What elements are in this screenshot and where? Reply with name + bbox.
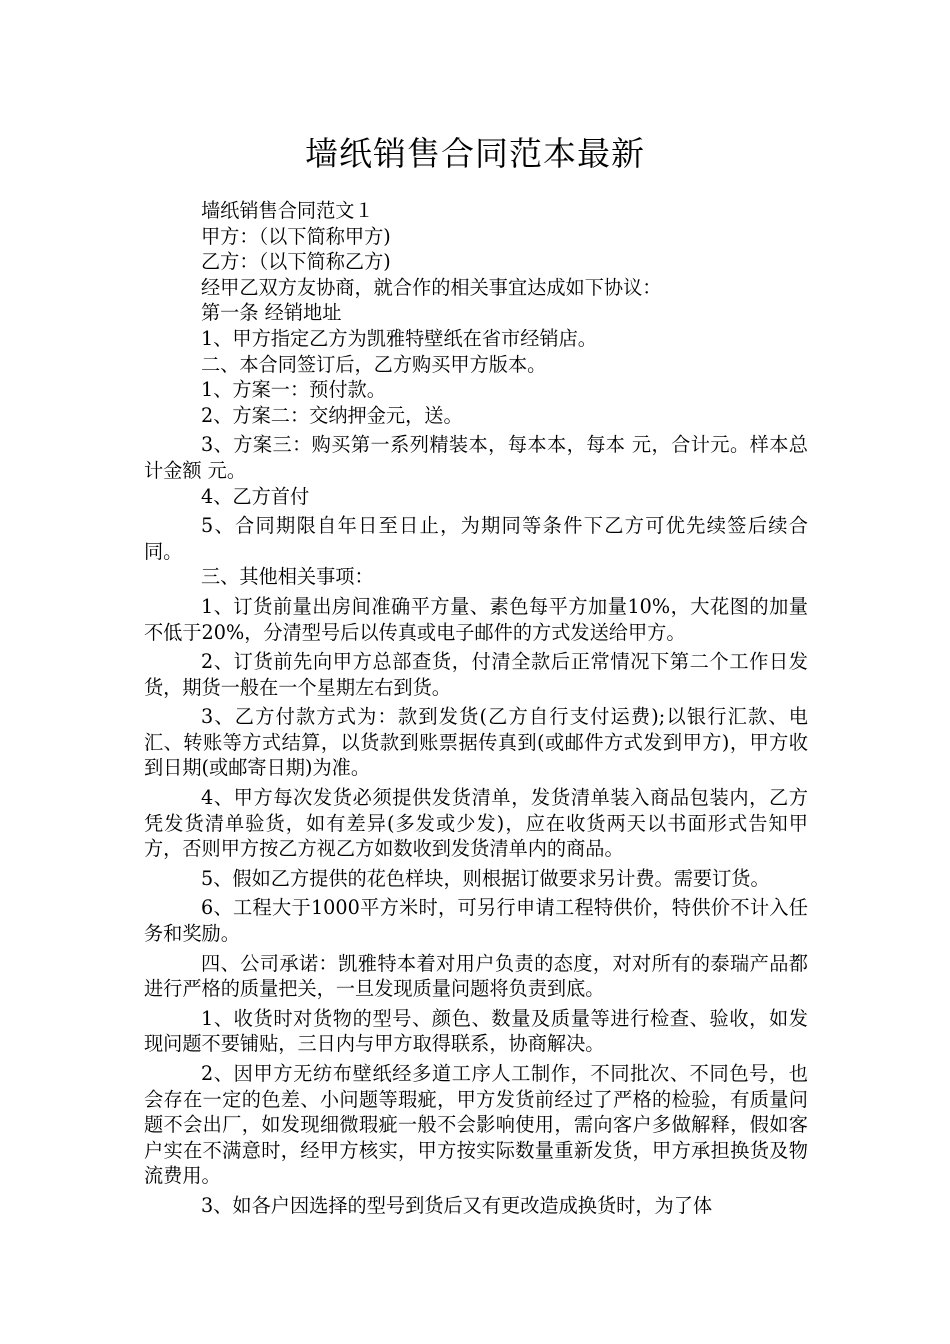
paragraph: 3、乙方付款方式为：款到发货(乙方自行支付运费);以银行汇款、电汇、转账等方式结算，以货款到账票据传真到(或邮件方式发到甲方)，甲方收到日期(或邮寄日期)为准。 — [144, 705, 808, 780]
paragraph: 墙纸销售合同范文１ — [201, 199, 374, 222]
paragraph: 4、甲方每次发货必须提供发货清单，发货清单装入商品包装内，乙方凭发货清单验货，如有差异(多发或少发)，应在收货两天以书面形式告知甲方，否则甲方按乙方视乙方如数收到发货清单内的商品。 — [144, 786, 808, 861]
paragraph: 5、假如乙方提供的花色样块，则根据订做要求另计费。需要订货。 — [201, 866, 770, 890]
paragraph: 三、其他相关事项： — [201, 565, 374, 589]
paragraph: 2、订货前先向甲方总部查货，付清全款后正常情况下第二个工作日发货，期货一般在一个星期左右到货。 — [144, 650, 808, 699]
paragraph: 3、如各户因选择的型号到货后又有更改造成换货时，为了体 — [201, 1193, 713, 1217]
paragraph: 第一条 经销地址 — [201, 301, 342, 325]
paragraph: 2、方案二：交纳押金元，送。 — [201, 403, 463, 427]
paragraph: 二、本合同签订后，乙方购买甲方版本。 — [201, 352, 547, 376]
document-body — [144, 198, 808, 1219]
paragraph: 6、工程大于1000平方米时，可另行申请工程特供价，特供价不计入任务和奖励。 — [144, 896, 808, 946]
paragraph: 甲方：（以下简称甲方) — [201, 224, 391, 248]
paragraph: 4、乙方首付 — [201, 484, 310, 508]
paragraph: 3、方案三：购买第一系列精装本，每本本，每本 元，合计元。样本总计金额 元。 — [144, 433, 808, 482]
paragraph: 经甲乙双方友协商，就合作的相关事宜达成如下协议： — [201, 275, 662, 299]
document-title: 墙纸销售合同范本最新 — [305, 134, 645, 173]
paragraph: 5、合同期限自年日至日止，为期同等条件下乙方可优先续签后续合同。 — [144, 514, 808, 563]
paragraph: 1、收货时对货物的型号、颜色、数量及质量等进行检查、验收，如发现问题不要铺贴，三日内与甲方取得联系，协商解决。 — [144, 1006, 808, 1056]
paragraph: 2、因甲方无纺布壁纸经多道工序人工制作，不同批次、不同色号，也会存在一定的色差、小问题等瑕疵，甲方发货前经过了严格的检验，有质量问题不会出厂，如发现细微瑕疵一般不会影响使用，需向客户多做解释，假如客户实在不满意时，经甲方核实，甲方按实际数量重新发货，甲方承担换货及物流费用。 — [144, 1062, 808, 1188]
paragraph: 四、公司承诺：凯雅特本着对用户负责的态度，对对所有的泰瑞产品都进行严格的质量把关，一旦发现质量问题将负责到底。 — [144, 951, 808, 1001]
paragraph: 乙方：（以下简称乙方) — [201, 250, 391, 274]
paragraph: 1、方案一：预付款。 — [201, 378, 386, 402]
paragraph: 1、甲方指定乙方为凯雅特壁纸在省市经销店。 — [201, 326, 597, 350]
paragraph: 1、订货前量出房间准确平方量、素色每平方加量10%，大花图的加量不低于20%，分清型号后以传真或电子邮件的方式发送给甲方。 — [144, 594, 808, 644]
